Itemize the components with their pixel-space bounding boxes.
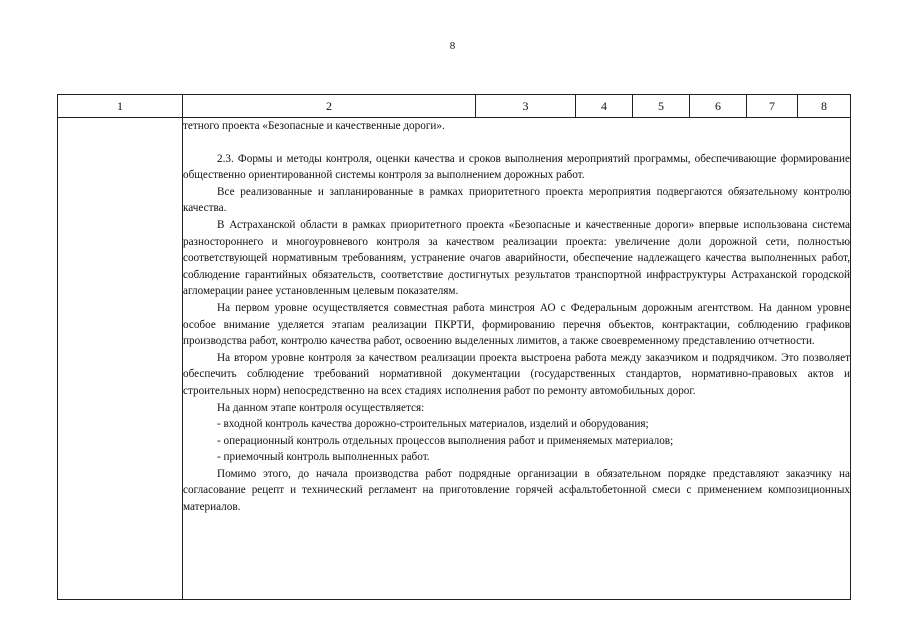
- content-cell: [183, 118, 851, 600]
- column-header-6: 6: [690, 95, 747, 118]
- table-header-row: [58, 95, 851, 118]
- paragraph-5: На данном этапе контроля осуществляется:: [217, 401, 425, 414]
- column-header-2: 2: [183, 95, 476, 118]
- paragraph-1: Все реализованные и запланированные в рамках приоритетного проекта мероприятия подвергаются обязательному контролю качества.: [183, 185, 850, 215]
- empty-first-column-cell: [58, 118, 183, 600]
- column-header-3: 3: [476, 95, 576, 118]
- section-heading: 2.3. Формы и методы контроля, оценки качества и сроков выполнения мероприятий программы, обеспечивающие формирование общественно ориентированной системы контроля за выполнением дорожных работ.: [183, 152, 850, 182]
- paragraph-3: На первом уровне осуществляется совместная работа минстроя АО с Федеральным дорожным агентством. На данном уровне особое внимание уделяется этапам реализации ПКРТИ, формированию перечня объектов, контрактации, соблюдению графиков производства работ, контролю качества работ, освоению выделенных лимитов, а также своевременному представлению отчетности.: [183, 301, 850, 348]
- paragraph-4: На втором уровне контроля за качеством реализации проекта выстроена работа между заказчиком и подрядчиком. Это позволяет обеспечить соблюдение требований нормативной документации (государственных стандартов, нормативно-правовых актов и строительных норм) непосредственно на всех стадиях исполнения работ по ремонту автомобильных дорог.: [183, 351, 850, 397]
- closing-paragraph: Помимо этого, до начала производства работ подрядные организации в обязательном порядке представляют заказчику на согласование рецепт и технический регламент на приготовление горячей асфальтобетонной смеси с применением композиционных материалов.: [183, 467, 850, 514]
- column-header-8: 8: [798, 95, 851, 118]
- paragraph-2: В Астраханской области в рамках приоритетного проекта «Безопасные и качественные дороги» впервые использована система разностороннего и многоуровневого контроля за качеством реализации проекта: увеличение доли дорожной сети, полностью соответствующей нормативным требованиям, устранение очагов аварийности, обеспечение надлежащего качества выполненных работ, соблюдение гарантийных обязательств, соответствие достигнутых результатов транспортной инфраструктуры Астраханской городской агломерации ранее установленным целевым показателям.: [183, 218, 850, 298]
- list-item-1: - входной контроль качества дорожно-строительных материалов, изделий и оборудования;: [217, 418, 649, 431]
- column-header-4: 4: [576, 95, 633, 118]
- page-number: 8: [449, 40, 456, 52]
- column-header-5: 5: [633, 95, 690, 118]
- list-item-3: - приемочный контроль выполненных работ.: [217, 451, 430, 464]
- column-header-7: 7: [747, 95, 798, 118]
- continued-text: тетного проекта «Безопасные и качественные дороги».: [183, 120, 445, 132]
- list-item-2: - операционный контроль отдельных процессов выполнения работ и применяемых материалов;: [217, 434, 674, 447]
- document-table: [57, 94, 851, 600]
- column-header-1: 1: [58, 95, 183, 118]
- table-body-row: [58, 118, 851, 600]
